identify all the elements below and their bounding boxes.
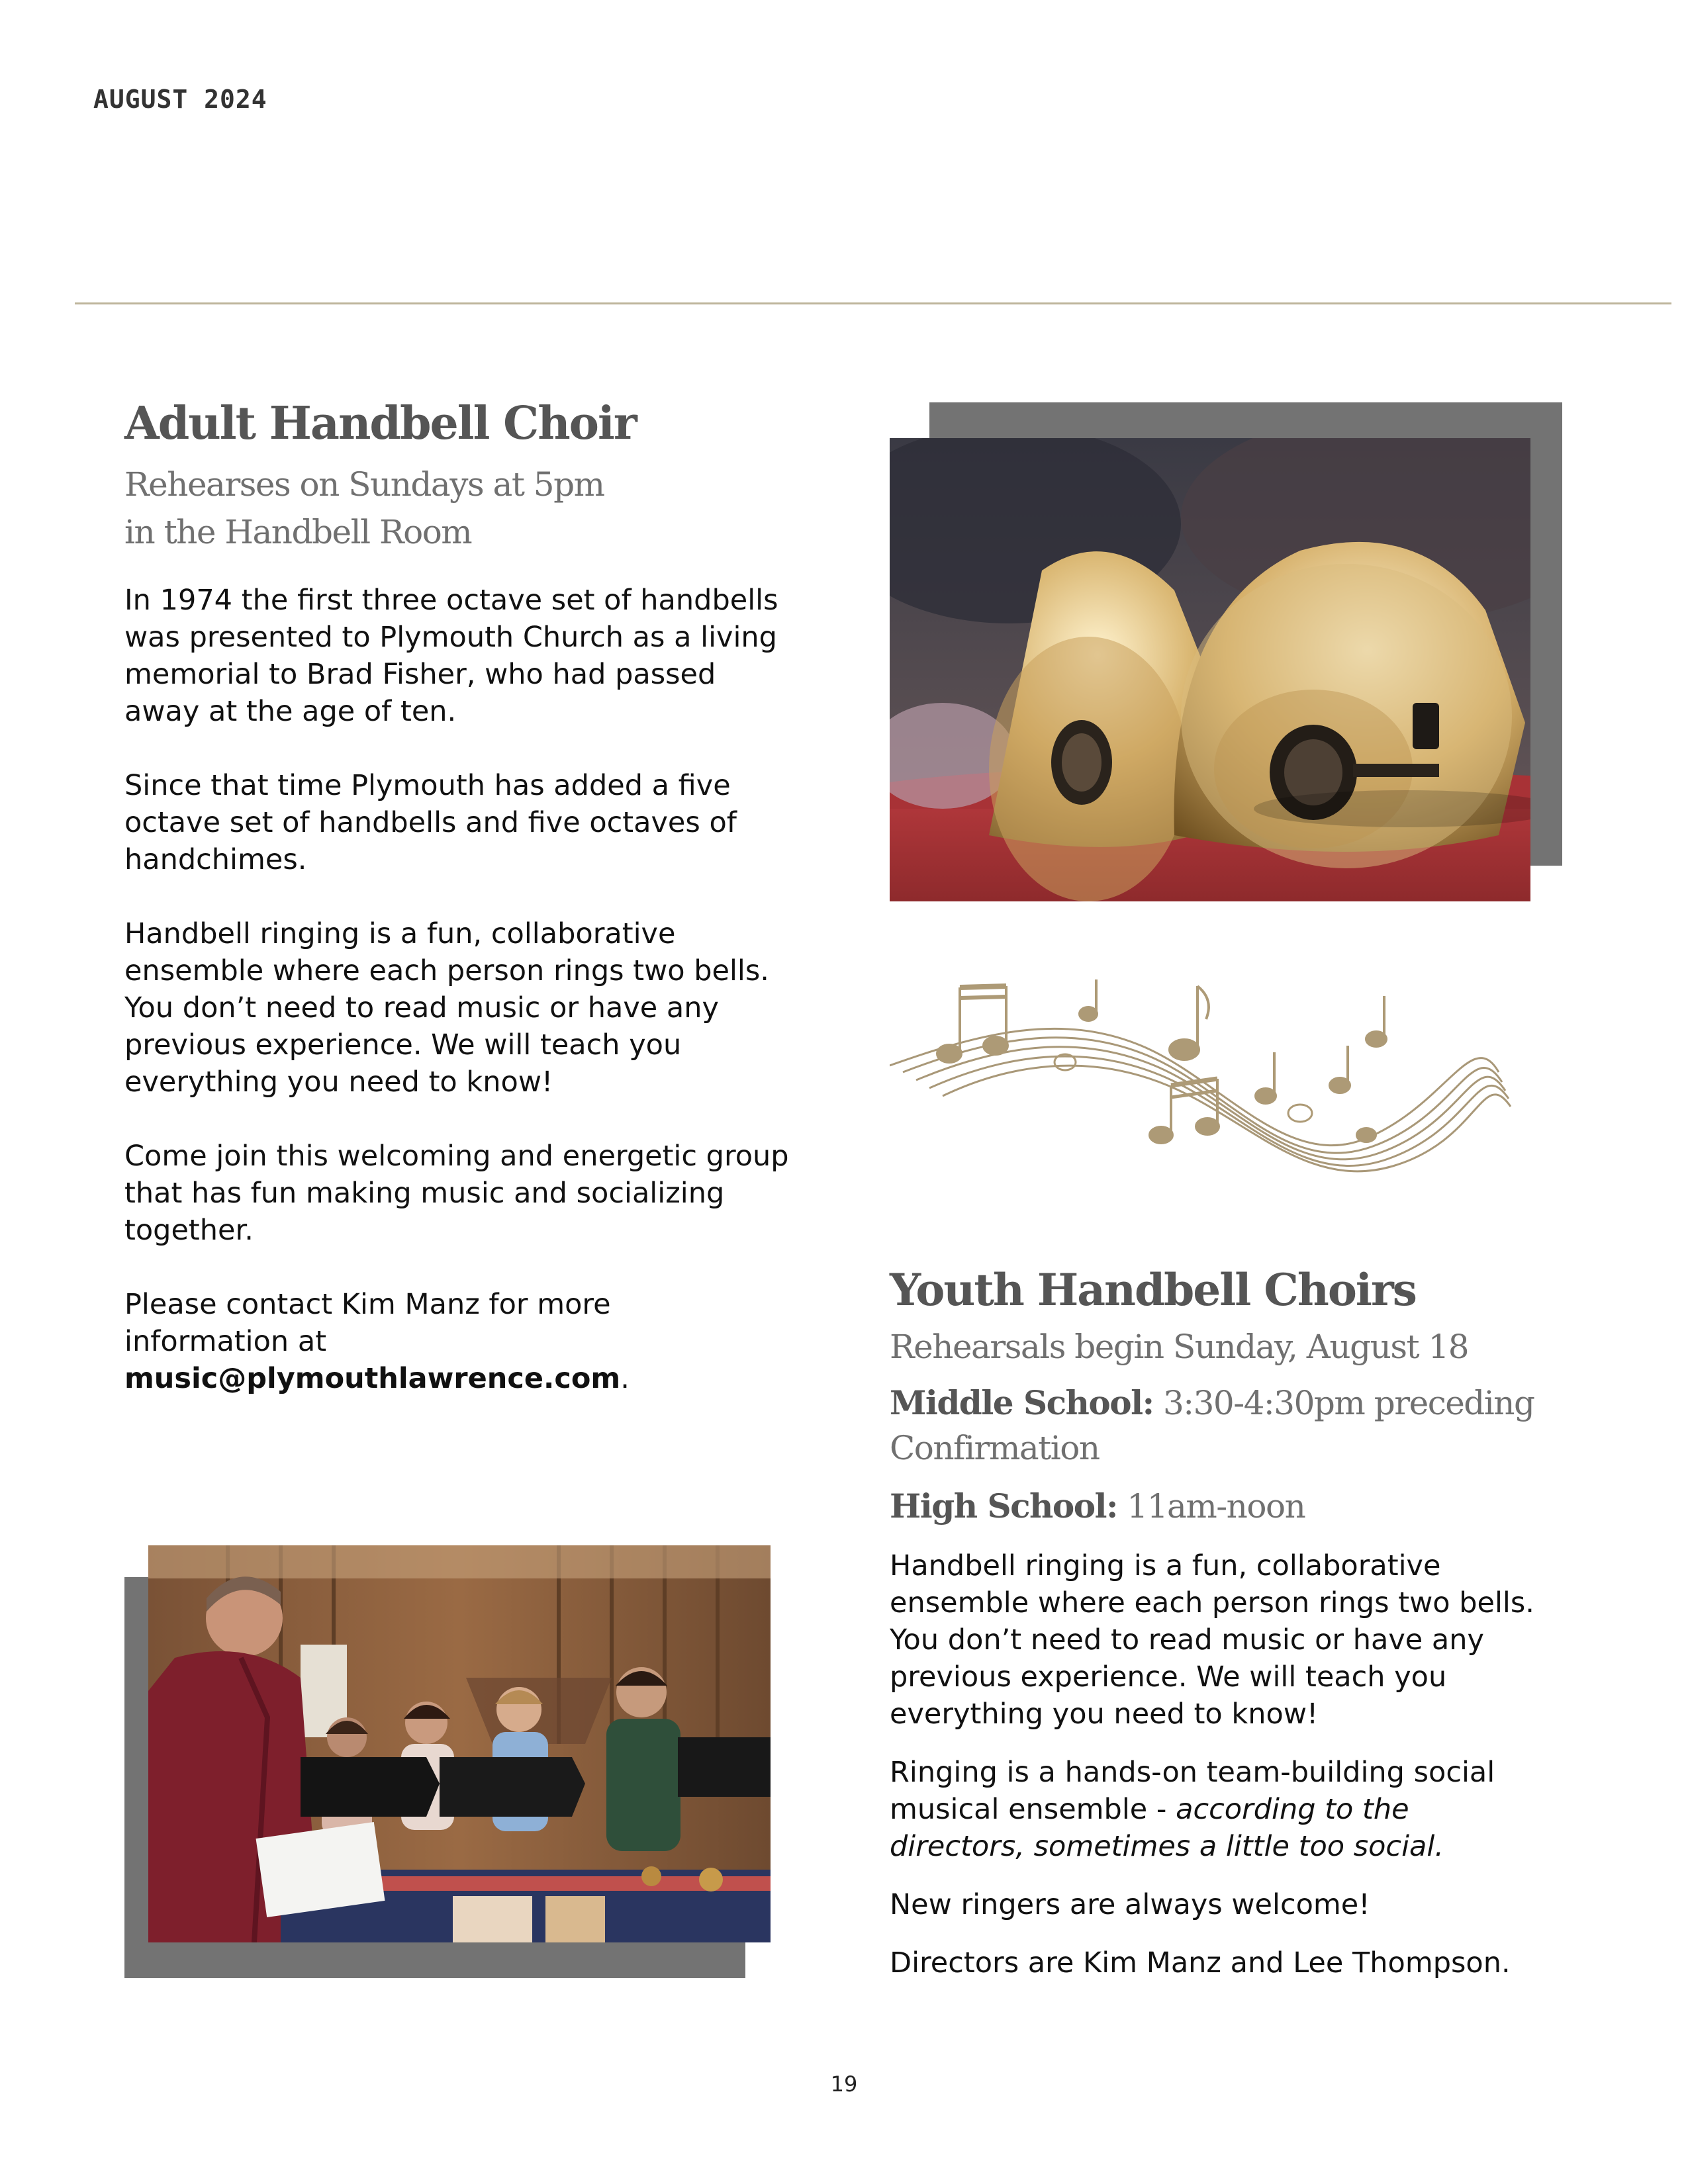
high-school-label: High School: — [890, 1486, 1118, 1526]
adult-schedule-line-2: in the Handbell Room — [124, 513, 472, 552]
adult-paragraph: Come join this welcoming and energetic group that has fun making music and socializing together. — [124, 1139, 789, 1247]
adult-contact-paragraph — [124, 1286, 667, 1397]
youth-para2-text: Ringing is a hands-on team-building social musical ensemble - — [890, 1756, 1495, 1827]
high-school-time: 11am-noon — [1127, 1487, 1305, 1526]
contact-text: Please contact Kim Manz for more information at — [124, 1287, 611, 1358]
high-school-schedule — [890, 1484, 1552, 1529]
handbells-photo — [890, 438, 1530, 901]
adult-paragraph: Handbell ringing is a fun, collaborative ensemble where each person rings two bells. You don’t need to read music or have any previous experience. We will teach you everything you need to know! — [124, 917, 769, 1099]
adult-choir-section — [124, 397, 793, 1434]
music-notes-decoration — [890, 973, 1512, 1191]
adult-choir-title: Adult Handbell Choir — [124, 397, 636, 450]
adult-choir-schedule — [124, 461, 793, 557]
youth-paragraph: Directors are Kim Manz and Lee Thompson. — [890, 1946, 1511, 1980]
header-divider — [75, 302, 1671, 304]
youth-choir-section — [890, 1264, 1552, 2003]
page-number: 19 — [830, 2071, 858, 2097]
contact-email-link[interactable]: music@plymouthlawrence.com — [124, 1361, 621, 1395]
handbells-photo-frame — [890, 402, 1562, 903]
middle-school-schedule — [890, 1381, 1552, 1471]
middle-school-label: Middle School: — [890, 1383, 1154, 1423]
youth-choir-title: Youth Handbell Choirs — [890, 1264, 1416, 1316]
youth-choir-body — [890, 1547, 1552, 1981]
youth-para2-italic: according to the directors, sometimes a little too social. — [890, 1793, 1444, 1864]
youth-paragraph: New ringers are always welcome! — [890, 1888, 1370, 1922]
ringers-photo — [148, 1545, 771, 1942]
ringers-photo-frame — [124, 1545, 771, 1979]
youth-choir-start-date: Rehearsals begin Sunday, August 18 — [890, 1328, 1469, 1367]
adult-paragraph: Since that time Plymouth has added a five octave set of handbells and five octaves of handchimes. — [124, 768, 737, 876]
newsletter-date: AUGUST 2024 — [93, 85, 267, 114]
youth-paragraph: Handbell ringing is a fun, collaborative ensemble where each person rings two bells. You don’t need to read music or have any previous experience. We will teach you everything you need to know! — [890, 1549, 1534, 1731]
adult-schedule-line-1: Rehearses on Sundays at 5pm — [124, 465, 604, 504]
adult-paragraph: In 1974 the first three octave set of handbells was presented to Plymouth Church as a living memorial to Brad Fisher, who had passed away at the age of ten. — [124, 583, 778, 728]
adult-choir-body — [124, 582, 793, 1397]
contact-period: . — [620, 1361, 630, 1395]
youth-paragraph — [890, 1754, 1552, 1865]
middle-school-time: 3:30-4:30pm preceding Confirmation — [890, 1384, 1534, 1468]
